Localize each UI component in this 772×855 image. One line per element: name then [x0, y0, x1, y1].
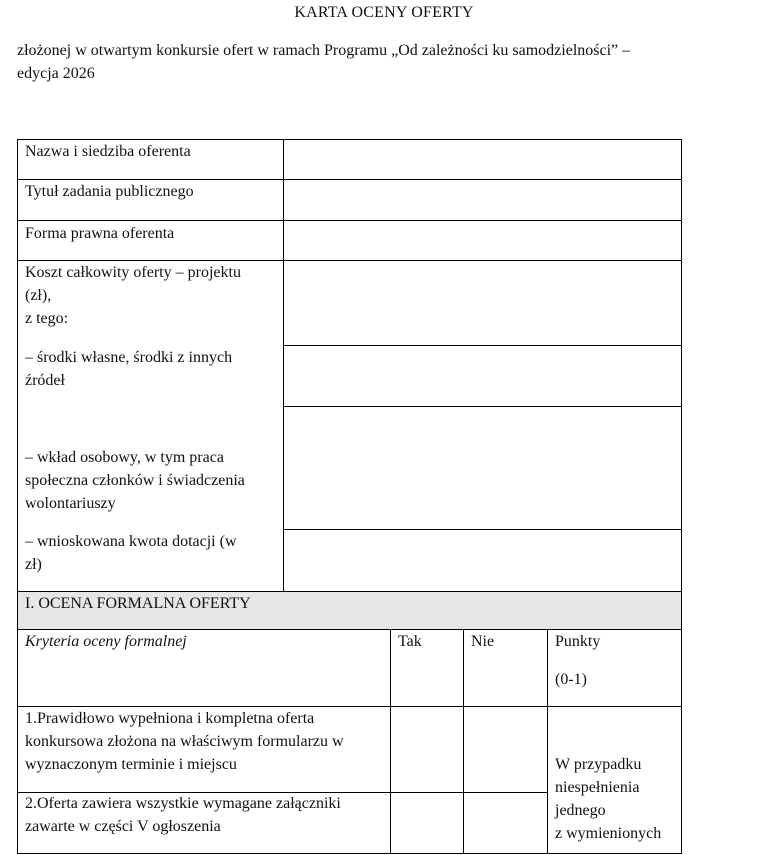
formal-no-header: Nie	[471, 633, 495, 650]
task-title-label: Tytuł zadania publicznego	[25, 183, 194, 200]
formal-criteria-header: Kryteria oceny formalnej	[25, 633, 187, 650]
total-cost-label	[17, 261, 284, 330]
intro-line-2: edycja 2026	[17, 65, 95, 82]
row-divider-formal-header	[17, 629, 682, 630]
table-left-border	[17, 139, 18, 854]
table-top-border	[17, 139, 682, 140]
value-divider-grant	[284, 529, 682, 530]
legal-form-label: Forma prawna oferenta	[25, 225, 175, 242]
criterion-2-yes-cell[interactable]	[390, 792, 463, 853]
points-note-line-2: niespełnienia	[555, 779, 640, 796]
criterion-1-no-cell[interactable]	[463, 707, 547, 792]
criterion-2-text	[17, 792, 390, 838]
row-divider-criterion-1	[17, 706, 682, 707]
table-bottom-border	[17, 853, 682, 854]
criterion-1-line-2: konkursowa złożona na właściwym formularzu w	[25, 733, 344, 750]
criteria-yes-divider	[390, 629, 391, 854]
own-funds-label	[17, 346, 284, 392]
formal-yes-header: Tak	[398, 633, 422, 650]
points-note	[547, 753, 682, 845]
criterion-1-line-1: 1.Prawidłowo wypełniona i kompletna oferta	[25, 710, 315, 727]
total-cost-line-3: z tego:	[25, 310, 69, 327]
no-points-divider	[547, 629, 548, 854]
own-funds-line-2: źródeł	[25, 372, 65, 389]
personal-contribution-line-2: społeczna członków i świadczenia	[25, 472, 245, 489]
requested-grant-line-1: – wnioskowana kwota dotacji (w	[25, 533, 237, 550]
requested-grant-label	[17, 530, 284, 576]
criterion-1-yes-cell[interactable]	[390, 707, 463, 792]
formal-section-heading: I. OCENA FORMALNA OFERTY	[25, 595, 251, 612]
document-title: KARTA OCENY OFERTY	[294, 4, 474, 21]
intro-line-1: złożonej w otwartym konkursie ofert w ramach Programu „Od zależności ku samodzielności” –	[17, 42, 631, 59]
criterion-1-line-3: wyznaczonym terminie i miejscu	[25, 756, 237, 773]
formal-points-label: Punkty	[555, 633, 601, 650]
total-cost-line-1: Koszt całkowity oferty – projektu	[25, 264, 241, 281]
points-note-line-1: W przypadku	[555, 756, 642, 773]
task-title-value[interactable]	[284, 180, 682, 221]
personal-contribution-line-1: – wkład osobowy, w tym praca	[25, 449, 224, 466]
formal-points-range: (0-1)	[555, 671, 587, 688]
criterion-2-line-1: 2.Oferta zawiera wszystkie wymagane załączniki	[25, 795, 341, 812]
document-intro	[17, 39, 717, 85]
personal-contribution-line-3: wolontariuszy	[25, 495, 116, 512]
row-divider-legal-form	[17, 260, 682, 261]
row-divider-criterion-2	[17, 792, 547, 793]
table-right-border	[681, 139, 682, 854]
offer-evaluation-table	[17, 139, 682, 855]
applicant-name-label: Nazwa i siedziba oferenta	[25, 143, 191, 160]
applicant-name-value[interactable]	[284, 140, 682, 180]
criterion-1-text	[17, 707, 390, 776]
row-divider-section	[17, 591, 682, 592]
personal-contribution-label	[17, 446, 284, 515]
value-divider-personal	[284, 406, 682, 407]
label-value-divider	[283, 139, 284, 592]
criterion-2-no-cell[interactable]	[463, 792, 547, 853]
points-note-line-4: z wymienionych	[555, 825, 662, 842]
legal-form-value[interactable]	[284, 222, 682, 260]
requested-grant-line-2: zł)	[25, 556, 42, 573]
points-note-line-3: jednego	[555, 802, 606, 819]
row-divider-name	[17, 179, 682, 180]
value-divider-own-funds	[284, 345, 682, 346]
row-divider-title	[17, 220, 682, 221]
criterion-2-line-2: zawarte w części V ogłoszenia	[25, 818, 221, 835]
own-funds-line-1: – środki własne, środki z innych	[25, 349, 233, 366]
total-cost-line-2: (zł),	[25, 287, 52, 304]
yes-no-divider	[463, 629, 464, 854]
formal-points-header	[547, 630, 682, 691]
